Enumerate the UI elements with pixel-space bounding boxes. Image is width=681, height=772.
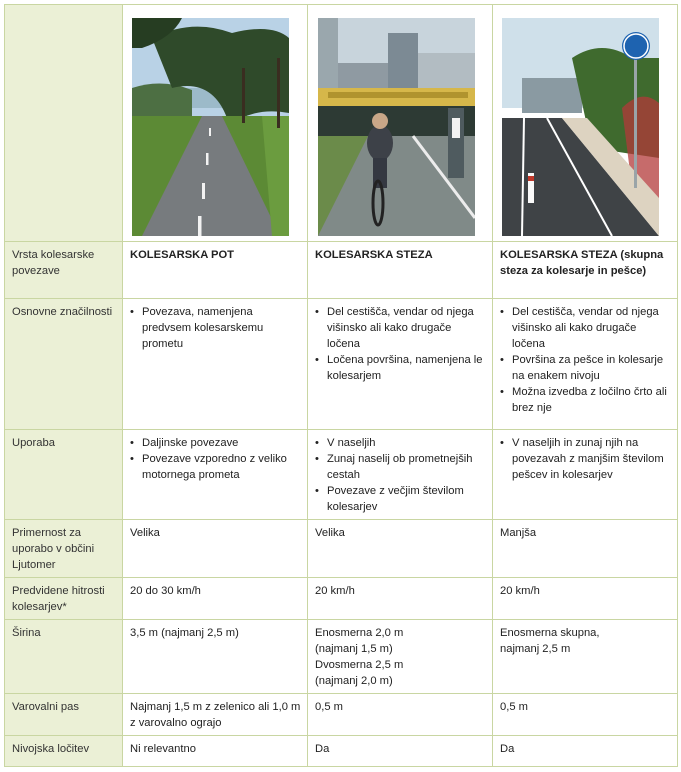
column-heading: KOLESARSKA STEZA (skupna steza za kolesarje in pešce) bbox=[500, 249, 664, 277]
cell-text: Da bbox=[315, 743, 330, 755]
cell-text: Manjša bbox=[500, 527, 537, 539]
cell-shared-path bbox=[493, 694, 678, 736]
cell-bike-path bbox=[123, 694, 308, 736]
cell-bike-path bbox=[123, 242, 308, 299]
cell-bike-lane bbox=[308, 430, 493, 520]
cell-bike-lane bbox=[308, 520, 493, 578]
cell-bike-lane bbox=[308, 242, 493, 299]
row-label: Osnovne značilnosti bbox=[5, 299, 123, 430]
cell-bike-lane bbox=[308, 736, 493, 767]
list-item: • Površina za pešce in kolesarje na enakem nivoju bbox=[500, 352, 671, 384]
list-item: • Povezave z večjim številom kolesarjev bbox=[315, 483, 486, 515]
row-label: Predvidene hitrosti kolesarjev* bbox=[5, 578, 123, 620]
bullet-list bbox=[500, 304, 671, 416]
list-item: • Daljinske povezave bbox=[130, 435, 301, 451]
row-label: Vrsta kolesarske povezave bbox=[5, 242, 123, 299]
cell-bike-path bbox=[123, 299, 308, 430]
cell-text: 0,5 m bbox=[315, 701, 343, 713]
cell-text: (najmanj 1,5 m) bbox=[315, 643, 393, 655]
row-label: Varovalni pas bbox=[5, 694, 123, 736]
cell-bike-path bbox=[123, 520, 308, 578]
cell-text: 0,5 m bbox=[500, 701, 528, 713]
cell-bike-path bbox=[123, 430, 308, 520]
column-heading: KOLESARSKA POT bbox=[130, 249, 235, 261]
list-item: • V naseljih bbox=[315, 435, 486, 451]
shared-path-photo bbox=[502, 18, 659, 236]
table-row bbox=[5, 620, 678, 694]
comparison-table bbox=[4, 4, 678, 767]
list-item: • Zunaj naselij ob prometnejših cestah bbox=[315, 451, 486, 483]
table-row bbox=[5, 520, 678, 578]
table-row bbox=[5, 694, 678, 736]
row-label: Širina bbox=[5, 620, 123, 694]
cell-shared-path bbox=[493, 430, 678, 520]
photo-row bbox=[5, 5, 678, 242]
list-item: • Del cestišča, vendar od njega višinsko ali kako drugače ločena bbox=[315, 304, 486, 352]
cell-shared-path bbox=[493, 520, 678, 578]
cell-shared-path bbox=[493, 242, 678, 299]
cell-bike-lane bbox=[308, 694, 493, 736]
cell-text: Ni relevantno bbox=[130, 743, 196, 755]
table-row bbox=[5, 430, 678, 520]
bike-lane-photo bbox=[318, 18, 475, 236]
cell-text: Najmanj 1,5 m z zelenico ali 1,0 m z varovalno ograjo bbox=[130, 701, 301, 729]
cell-shared-path bbox=[493, 736, 678, 767]
table-row bbox=[5, 299, 678, 430]
bullet-list bbox=[130, 435, 301, 483]
cell-bike-lane bbox=[308, 620, 493, 694]
column-heading: KOLESARSKA STEZA bbox=[315, 249, 433, 261]
cell-shared-path bbox=[493, 578, 678, 620]
photo-cell-bike-path bbox=[123, 5, 308, 242]
cell-text: Dvosmerna 2,5 m bbox=[315, 659, 404, 671]
bullet-list bbox=[500, 435, 671, 483]
list-item: • Povezava, namenjena predvsem kolesarskemu prometu bbox=[130, 304, 301, 352]
photo-cell-bike-lane bbox=[308, 5, 493, 242]
row-label: Uporaba bbox=[5, 430, 123, 520]
list-item: • Del cestišča, vendar od njega višinsko ali kako drugače ločena bbox=[500, 304, 671, 352]
cell-bike-lane bbox=[308, 299, 493, 430]
table-row bbox=[5, 578, 678, 620]
photo-cell-shared-path bbox=[493, 5, 678, 242]
cell-text: 20 do 30 km/h bbox=[130, 585, 201, 597]
cell-text: (najmanj 2,0 m) bbox=[315, 675, 393, 687]
cell-shared-path bbox=[493, 299, 678, 430]
cell-bike-path bbox=[123, 578, 308, 620]
row-label: Nivojska ločitev bbox=[5, 736, 123, 767]
list-item: • Povezave vzporedno z veliko motornega prometa bbox=[130, 451, 301, 483]
cell-text: Velika bbox=[130, 527, 160, 539]
list-item: • V naseljih in zunaj njih na povezavah z manjšim številom pešcev in kolesarjev bbox=[500, 435, 671, 483]
cell-text: 3,5 m (najmanj 2,5 m) bbox=[130, 627, 239, 639]
bullet-list bbox=[315, 304, 486, 384]
cell-text: Velika bbox=[315, 527, 345, 539]
bullet-list bbox=[315, 435, 486, 515]
cell-text: 20 km/h bbox=[315, 585, 355, 597]
bike-path-photo bbox=[132, 18, 289, 236]
cell-bike-path bbox=[123, 620, 308, 694]
list-item: • Ločena površina, namenjena le kolesarjem bbox=[315, 352, 486, 384]
cell-bike-lane bbox=[308, 578, 493, 620]
cell-text: Da bbox=[500, 743, 515, 755]
cell-text: Enosmerna 2,0 m bbox=[315, 627, 404, 639]
list-item: • Možna izvedba z ločilno črto ali brez nje bbox=[500, 384, 671, 416]
cell-shared-path bbox=[493, 620, 678, 694]
cell-text: Enosmerna skupna, bbox=[500, 627, 600, 639]
bullet-list bbox=[130, 304, 301, 352]
cell-bike-path bbox=[123, 736, 308, 767]
photo-row-label-cell bbox=[5, 5, 123, 242]
cell-text: 20 km/h bbox=[500, 585, 540, 597]
row-label: Primernost za uporabo v občini Ljutomer bbox=[5, 520, 123, 578]
table-row bbox=[5, 242, 678, 299]
cell-text: najmanj 2,5 m bbox=[500, 643, 571, 655]
table-row bbox=[5, 736, 678, 767]
